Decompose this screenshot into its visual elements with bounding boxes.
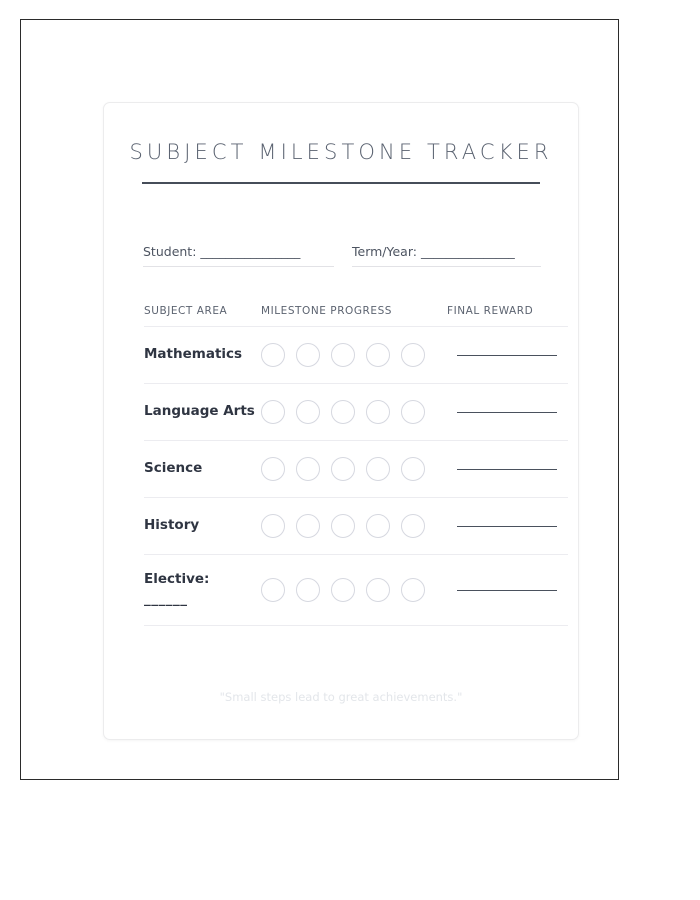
reward-field[interactable] <box>447 412 568 413</box>
term-year-field-underline <box>352 266 541 267</box>
milestone-circle[interactable] <box>331 400 355 424</box>
milestone-circle[interactable] <box>366 400 390 424</box>
milestone-circle[interactable] <box>366 343 390 367</box>
reward-field[interactable] <box>447 526 568 527</box>
milestone-circle[interactable] <box>261 400 285 424</box>
term-year-field-label: Term/Year: _______________ <box>352 244 515 259</box>
reward-field[interactable] <box>447 590 568 591</box>
milestone-circle[interactable] <box>401 578 425 602</box>
column-header-subject-area: SUBJECT AREA <box>144 305 228 317</box>
milestone-circle[interactable] <box>331 457 355 481</box>
milestone-circle[interactable] <box>296 578 320 602</box>
milestone-group <box>261 400 447 424</box>
table-header-row <box>144 305 568 327</box>
reward-write-line <box>457 526 557 527</box>
subject-label: Language Arts <box>144 403 255 420</box>
term-year-field[interactable] <box>352 243 541 267</box>
student-field[interactable] <box>143 243 334 267</box>
milestone-circle[interactable] <box>261 343 285 367</box>
reward-field[interactable] <box>447 469 568 470</box>
student-field-label: Student: ________________ <box>143 244 301 259</box>
reward-write-line <box>457 469 557 470</box>
milestone-circle[interactable] <box>261 457 285 481</box>
reward-write-line <box>457 590 557 591</box>
milestone-group <box>261 578 447 602</box>
milestone-circle[interactable] <box>331 578 355 602</box>
form-fields <box>143 243 541 267</box>
student-field-underline <box>143 266 334 267</box>
table-row <box>144 555 568 626</box>
milestone-group <box>261 343 447 367</box>
reward-write-line <box>457 412 557 413</box>
milestone-circle[interactable] <box>366 578 390 602</box>
milestone-circle[interactable] <box>401 514 425 538</box>
milestone-circle[interactable] <box>366 514 390 538</box>
reward-write-line <box>457 355 557 356</box>
tracker-card <box>103 102 579 740</box>
printed-page-frame <box>20 19 619 780</box>
table-row <box>144 441 568 498</box>
title-divider <box>142 182 540 184</box>
reward-field[interactable] <box>447 355 568 356</box>
footer-quote: "Small steps lead to great achievements." <box>219 690 463 704</box>
milestone-circle[interactable] <box>366 457 390 481</box>
milestone-circle[interactable] <box>331 343 355 367</box>
table-row <box>144 327 568 384</box>
milestone-circle[interactable] <box>401 400 425 424</box>
table-row <box>144 384 568 441</box>
milestone-circle[interactable] <box>401 343 425 367</box>
column-header-milestone-progress: MILESTONE PROGRESS <box>261 305 392 317</box>
subject-label: History <box>144 517 200 534</box>
milestone-circle[interactable] <box>296 457 320 481</box>
milestone-table <box>144 305 568 626</box>
page-title: SUBJECT MILESTONE TRACKER <box>129 140 553 164</box>
milestone-circle[interactable] <box>296 514 320 538</box>
title-block <box>104 140 578 184</box>
milestone-circle[interactable] <box>296 343 320 367</box>
milestone-circle[interactable] <box>261 578 285 602</box>
column-header-final-reward: FINAL REWARD <box>447 305 534 317</box>
subject-label: Mathematics <box>144 346 243 363</box>
milestone-circle[interactable] <box>261 514 285 538</box>
milestone-circle[interactable] <box>331 514 355 538</box>
subject-label: Science <box>144 460 203 477</box>
elective-write-blank[interactable]: ______ <box>144 591 188 607</box>
milestone-circle[interactable] <box>401 457 425 481</box>
milestone-group <box>261 514 447 538</box>
subject-label: Elective: ______ <box>144 570 261 609</box>
milestone-circle[interactable] <box>296 400 320 424</box>
milestone-group <box>261 457 447 481</box>
table-row <box>144 498 568 555</box>
